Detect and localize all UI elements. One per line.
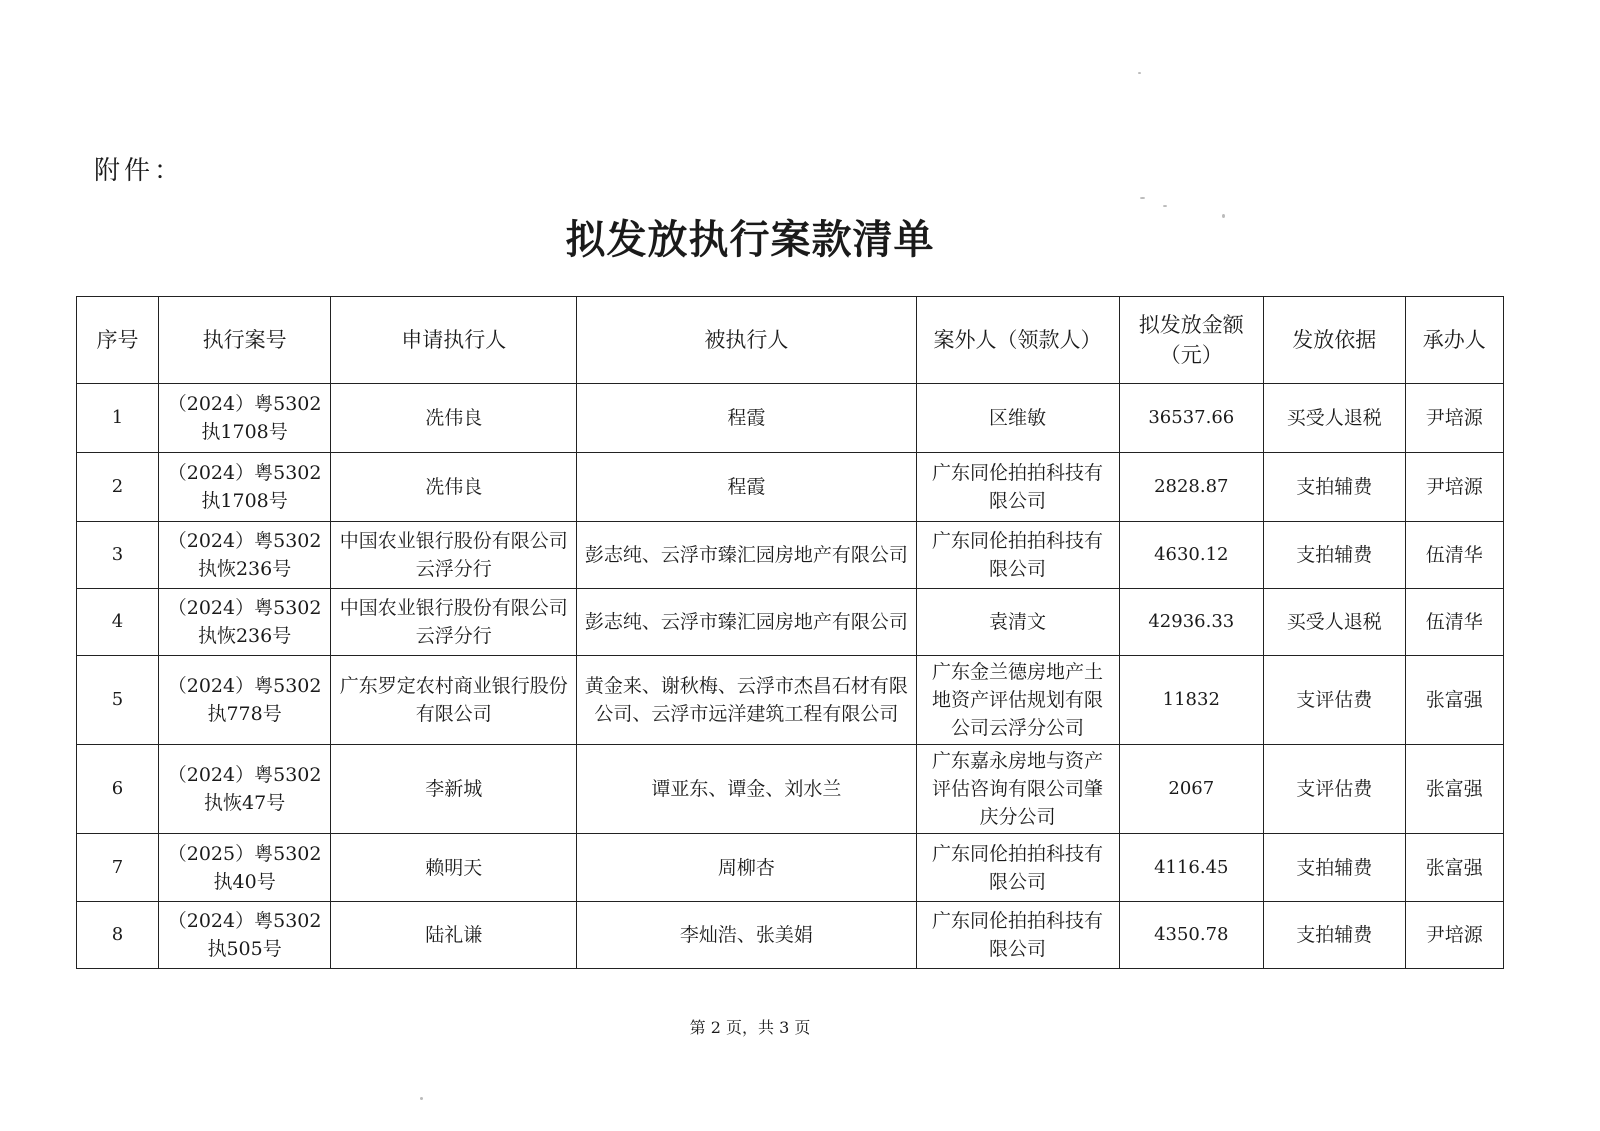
document-title: 拟发放执行案款清单 xyxy=(565,216,935,263)
cell-basis: 买受人退税 xyxy=(1264,589,1405,656)
header-payee: 案外人（领款人） xyxy=(916,297,1119,384)
table-row xyxy=(77,522,1504,589)
cell-handler: 尹培源 xyxy=(1405,453,1503,522)
cell-applicant: 陆礼谦 xyxy=(331,902,577,969)
header-serial: 序号 xyxy=(77,297,159,384)
cell-serial: 8 xyxy=(77,902,159,969)
cell-respondent: 黄金来、谢秋梅、云浮市杰昌石材有限公司、云浮市远洋建筑工程有限公司 xyxy=(577,656,916,745)
cell-amount: 4350.78 xyxy=(1119,902,1264,969)
cell-serial: 6 xyxy=(77,745,159,834)
table-row xyxy=(77,902,1504,969)
cell-applicant: 赖明天 xyxy=(331,834,577,902)
cell-payee: 广东同伦拍拍科技有限公司 xyxy=(916,834,1119,902)
header-basis: 发放依据 xyxy=(1264,297,1405,384)
scan-speck xyxy=(1222,214,1225,218)
table-row xyxy=(77,453,1504,522)
cell-amount: 2067 xyxy=(1119,745,1264,834)
cell-handler: 尹培源 xyxy=(1405,384,1503,453)
cell-basis: 支拍辅费 xyxy=(1264,902,1405,969)
cell-applicant: 中国农业银行股份有限公司云浮分行 xyxy=(331,522,577,589)
cell-payee: 袁清文 xyxy=(916,589,1119,656)
cell-applicant: 中国农业银行股份有限公司云浮分行 xyxy=(331,589,577,656)
cell-handler: 伍清华 xyxy=(1405,522,1503,589)
header-handler: 承办人 xyxy=(1405,297,1503,384)
cell-handler: 张富强 xyxy=(1405,745,1503,834)
cell-payee: 区维敏 xyxy=(916,384,1119,453)
table-row xyxy=(77,834,1504,902)
table-row xyxy=(77,384,1504,453)
cell-respondent: 周柳杏 xyxy=(577,834,916,902)
cell-case-number: （2024）粤5302执778号 xyxy=(159,656,331,745)
cell-payee: 广东同伦拍拍科技有限公司 xyxy=(916,902,1119,969)
scan-speck xyxy=(420,1097,423,1100)
cell-payee: 广东同伦拍拍科技有限公司 xyxy=(916,453,1119,522)
header-respondent: 被执行人 xyxy=(577,297,916,384)
cell-case-number: （2025）粤5302执40号 xyxy=(159,834,331,902)
cell-case-number: （2024）粤5302执1708号 xyxy=(159,453,331,522)
cell-handler: 尹培源 xyxy=(1405,902,1503,969)
scan-speck xyxy=(1140,197,1145,199)
cell-respondent: 程霞 xyxy=(577,453,916,522)
cell-serial: 5 xyxy=(77,656,159,745)
cell-applicant: 广东罗定农村商业银行股份有限公司 xyxy=(331,656,577,745)
attachment-label: 附件： xyxy=(94,156,185,186)
cell-applicant: 李新城 xyxy=(331,745,577,834)
cell-case-number: （2024）粤5302执505号 xyxy=(159,902,331,969)
cell-respondent: 程霞 xyxy=(577,384,916,453)
header-case-number: 执行案号 xyxy=(159,297,331,384)
cell-basis: 支评估费 xyxy=(1264,656,1405,745)
header-amount: 拟发放金额（元） xyxy=(1119,297,1264,384)
cell-basis: 买受人退税 xyxy=(1264,384,1405,453)
table-row xyxy=(77,589,1504,656)
cell-case-number: （2024）粤5302执恢236号 xyxy=(159,589,331,656)
cell-respondent: 李灿浩、张美娟 xyxy=(577,902,916,969)
cell-payee: 广东金兰德房地产土地资产评估规划有限公司云浮分公司 xyxy=(916,656,1119,745)
cell-amount: 36537.66 xyxy=(1119,384,1264,453)
cell-basis: 支拍辅费 xyxy=(1264,453,1405,522)
cell-payee: 广东同伦拍拍科技有限公司 xyxy=(916,522,1119,589)
cell-handler: 伍清华 xyxy=(1405,589,1503,656)
cell-case-number: （2024）粤5302执恢236号 xyxy=(159,522,331,589)
cell-applicant: 冼伟良 xyxy=(331,453,577,522)
cell-basis: 支拍辅费 xyxy=(1264,522,1405,589)
cell-serial: 7 xyxy=(77,834,159,902)
cell-serial: 2 xyxy=(77,453,159,522)
table-row xyxy=(77,656,1504,745)
cell-amount: 11832 xyxy=(1119,656,1264,745)
scan-speck xyxy=(1163,205,1167,207)
cell-applicant: 冼伟良 xyxy=(331,384,577,453)
cell-case-number: （2024）粤5302执恢47号 xyxy=(159,745,331,834)
cell-handler: 张富强 xyxy=(1405,656,1503,745)
cell-serial: 4 xyxy=(77,589,159,656)
table-row xyxy=(77,745,1504,834)
cell-respondent: 彭志纯、云浮市臻汇园房地产有限公司 xyxy=(577,589,916,656)
cell-handler: 张富强 xyxy=(1405,834,1503,902)
cell-amount: 4116.45 xyxy=(1119,834,1264,902)
cell-basis: 支拍辅费 xyxy=(1264,834,1405,902)
cell-respondent: 彭志纯、云浮市臻汇园房地产有限公司 xyxy=(577,522,916,589)
cell-amount: 2828.87 xyxy=(1119,453,1264,522)
page-footer: 第 2 页，共 3 页 xyxy=(689,1018,811,1037)
cell-amount: 42936.33 xyxy=(1119,589,1264,656)
case-payment-table xyxy=(76,296,1504,969)
scan-speck xyxy=(1138,72,1141,74)
cell-respondent: 谭亚东、谭金、刘水兰 xyxy=(577,745,916,834)
cell-amount: 4630.12 xyxy=(1119,522,1264,589)
cell-case-number: （2024）粤5302执1708号 xyxy=(159,384,331,453)
cell-serial: 3 xyxy=(77,522,159,589)
header-applicant: 申请执行人 xyxy=(331,297,577,384)
cell-payee: 广东嘉永房地与资产评估咨询有限公司肇庆分公司 xyxy=(916,745,1119,834)
cell-basis: 支评估费 xyxy=(1264,745,1405,834)
table-header-row xyxy=(77,297,1504,384)
cell-serial: 1 xyxy=(77,384,159,453)
